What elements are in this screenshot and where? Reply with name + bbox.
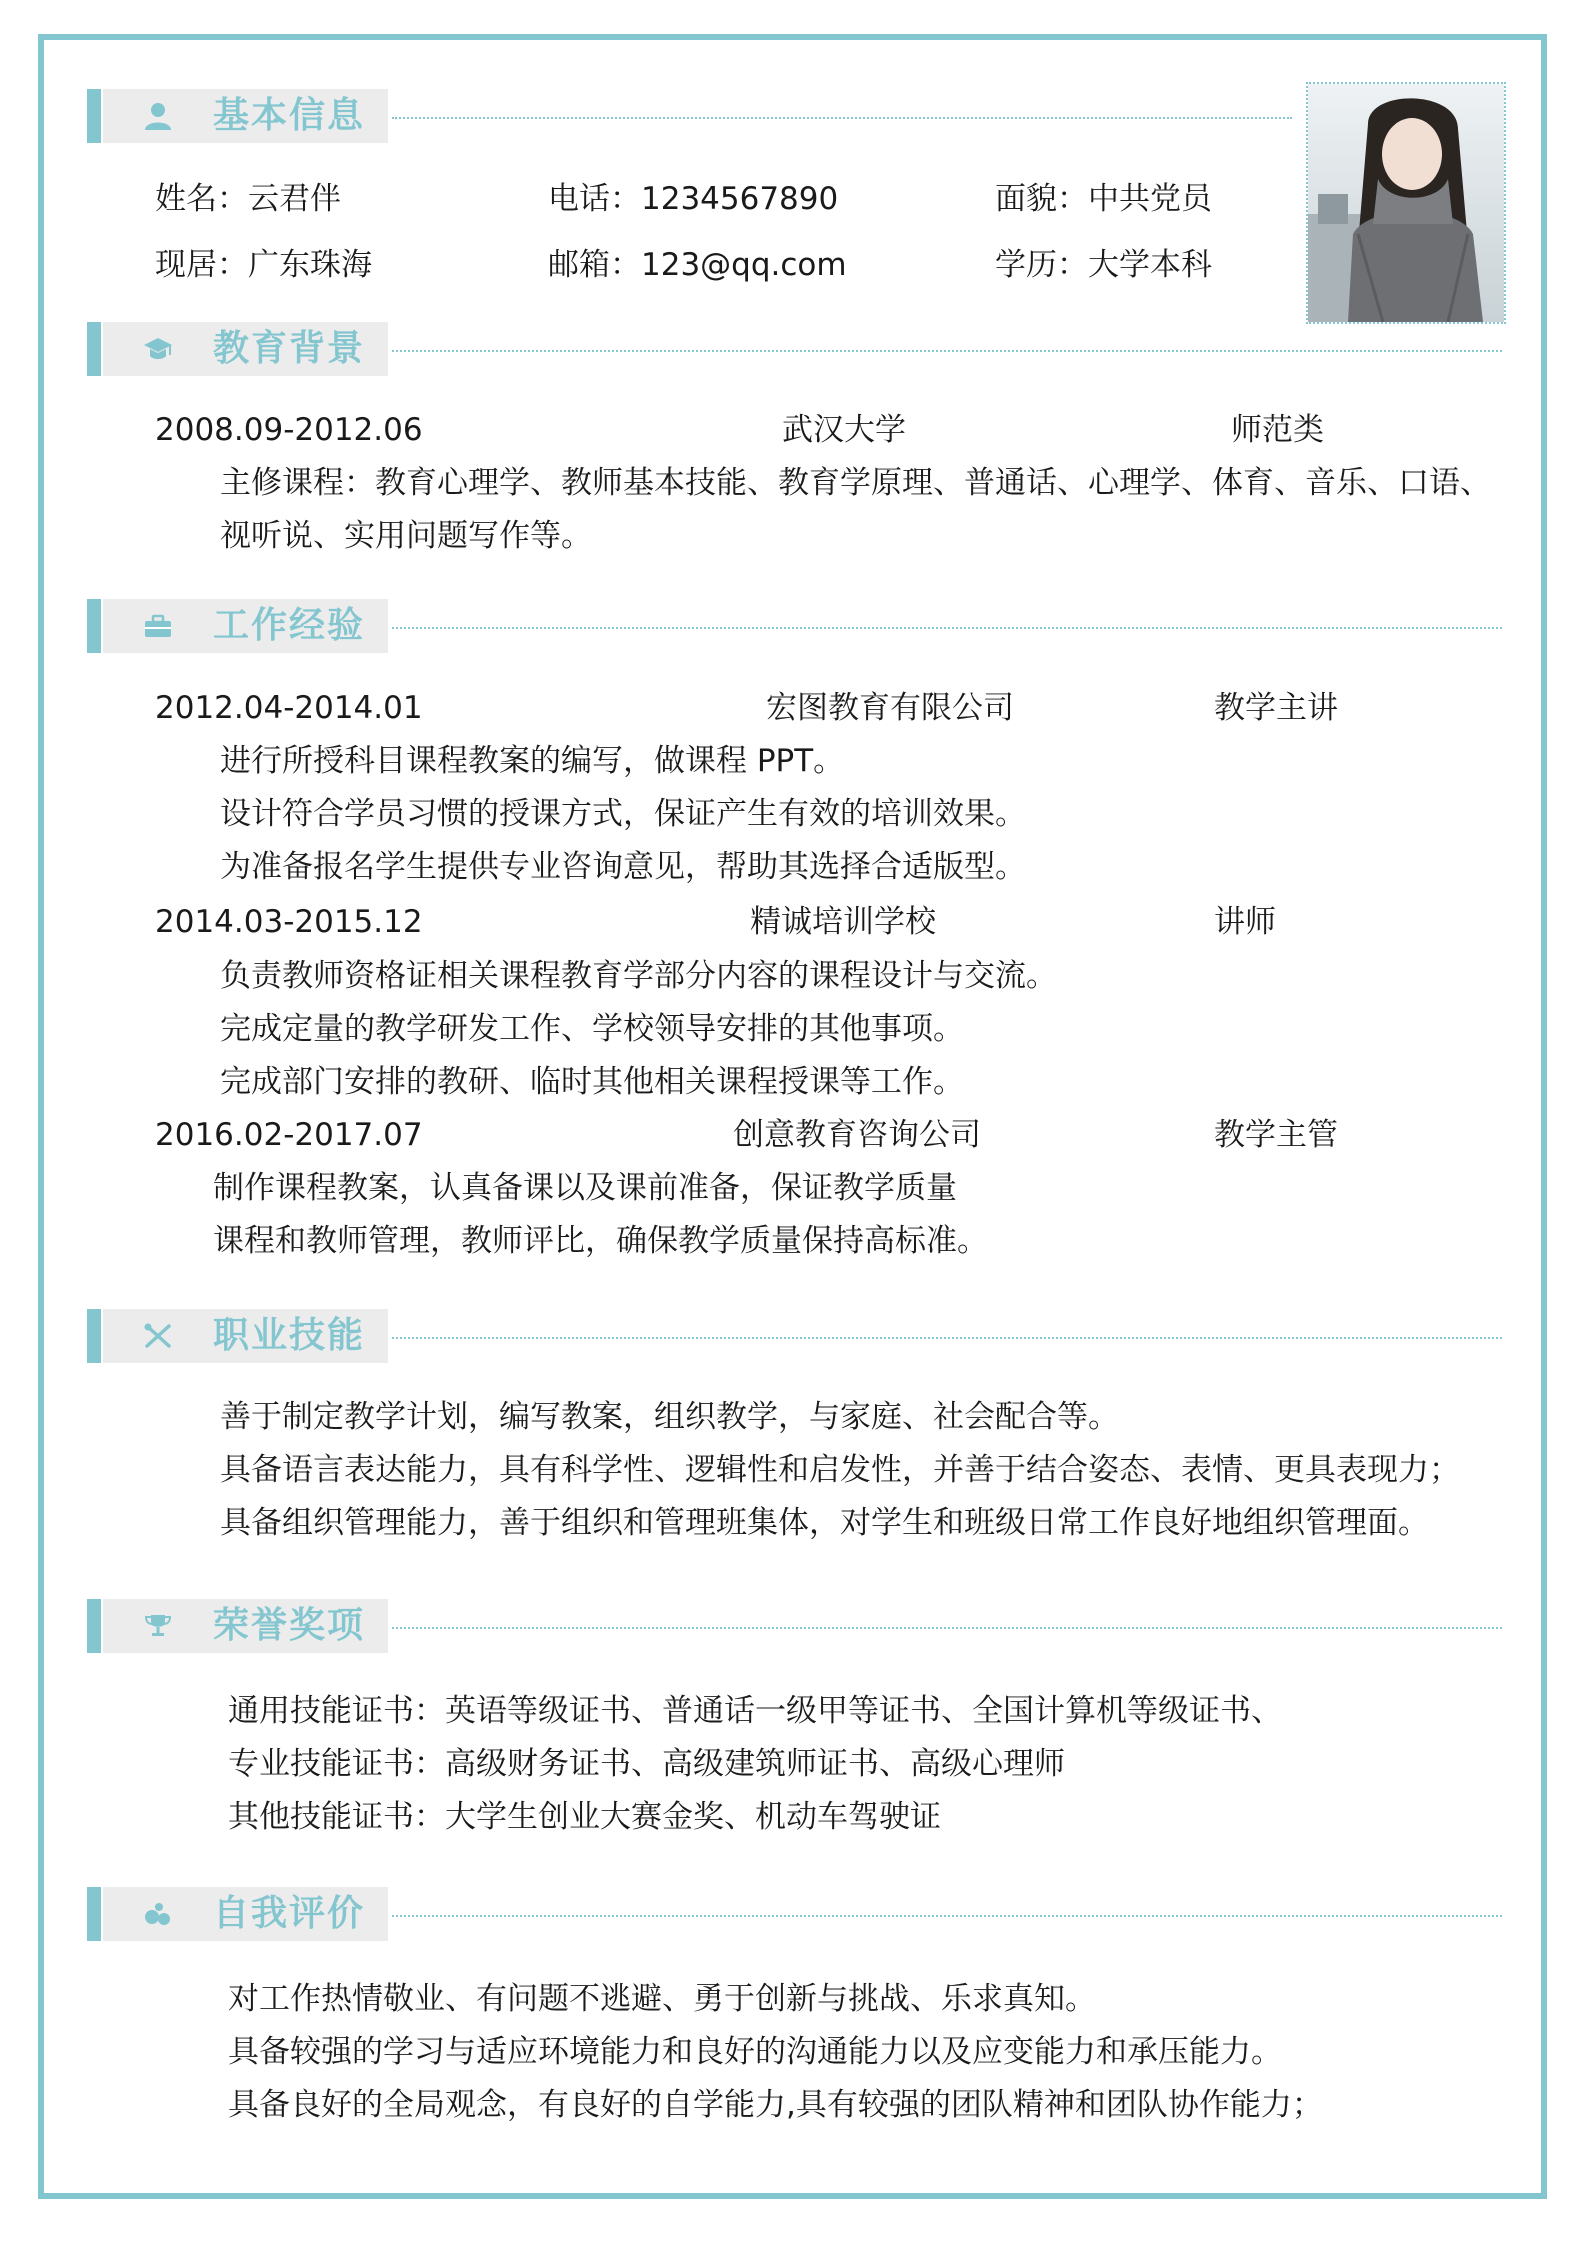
work-1-duty: 设计符合学员习惯的授课方式，保证产生有效的培训效果。 (220, 796, 1026, 832)
edu-period: 2008.09-2012.06 (155, 412, 423, 448)
section-bar (87, 1599, 101, 1653)
edu-school: 武汉大学 (782, 412, 906, 448)
section-bar (87, 89, 101, 143)
edu-courses-cont: 视听说、实用问题写作等。 (220, 518, 592, 554)
briefcase-icon (143, 612, 173, 640)
skill-item: 善于制定教学计划，编写教案，组织教学，与家庭、社会配合等。 (220, 1399, 1119, 1435)
section-divider (392, 1337, 1502, 1339)
trophy-icon (143, 1612, 173, 1640)
work-2-duty: 完成部门安排的教研、临时其他相关课程授课等工作。 (220, 1064, 964, 1100)
section-bar (87, 1309, 101, 1363)
honor-item: 专业技能证书：高级财务证书、高级建筑师证书、高级心理师 (228, 1746, 1065, 1782)
section-honors (87, 1599, 1502, 1653)
section-bar (87, 599, 101, 653)
basic-email: 邮箱：123@qq.com (548, 247, 847, 283)
section-label (103, 89, 388, 143)
section-label (103, 599, 388, 653)
section-title: 职业技能 (213, 1315, 366, 1356)
section-bar (87, 322, 101, 376)
tools-icon (143, 1322, 173, 1350)
work-3-duty: 课程和教师管理，教师评比，确保教学质量保持高标准。 (213, 1223, 988, 1259)
work-2-company: 精诚培训学校 (750, 904, 936, 940)
section-title: 教育背景 (213, 328, 366, 369)
work-1-duty: 进行所授科目课程教案的编写，做课程 PPT。 (220, 743, 845, 779)
work-1-company: 宏图教育有限公司 (766, 690, 1014, 726)
edu-major: 师范类 (1231, 412, 1324, 448)
basic-residence: 现居：广东珠海 (155, 247, 372, 283)
section-education (87, 322, 1502, 376)
photo-illustration (1308, 84, 1504, 322)
section-divider (392, 1915, 1502, 1917)
basic-degree: 学历：大学本科 (995, 247, 1212, 283)
basic-politics: 面貌：中共党员 (995, 181, 1212, 217)
work-3-role: 教学主管 (1214, 1117, 1338, 1153)
self-eval-item: 具备良好的全局观念，有良好的自学能力,具有较强的团队精神和团队协作能力； (228, 2087, 1323, 2123)
honor-item: 通用技能证书：英语等级证书、普通话一级甲等证书、全国计算机等级证书、 (228, 1693, 1282, 1729)
skill-item: 具备组织管理能力，善于组织和管理班集体，对学生和班级日常工作良好地组织管理面。 (220, 1505, 1429, 1541)
section-divider (392, 627, 1502, 629)
section-divider (392, 350, 1502, 352)
honor-item: 其他技能证书：大学生创业大赛金奖、机动车驾驶证 (228, 1799, 941, 1835)
self-eval-item: 具备较强的学习与适应环境能力和良好的沟通能力以及应变能力和承压能力。 (228, 2034, 1282, 2070)
work-2-period: 2014.03-2015.12 (155, 904, 423, 940)
skill-item: 具备语言表达能力，具有科学性、逻辑性和启发性，并善于结合姿态、表情、更具表现力； (220, 1452, 1460, 1488)
work-3-company: 创意教育咨询公司 (733, 1117, 981, 1153)
section-divider (392, 117, 1292, 119)
section-basic-info (87, 89, 1292, 143)
section-label (103, 322, 388, 376)
basic-name: 姓名：云君伴 (155, 181, 341, 217)
work-3-duty: 制作课程教案，认真备课以及课前准备，保证教学质量 (213, 1170, 957, 1206)
section-work (87, 599, 1502, 653)
section-bar (87, 1887, 101, 1941)
work-1-role: 教学主讲 (1214, 690, 1338, 726)
graduation-cap-icon (143, 335, 173, 363)
section-label (103, 1599, 388, 1653)
user-icon (143, 102, 173, 130)
work-1-period: 2012.04-2014.01 (155, 690, 423, 726)
self-eval-item: 对工作热情敬业、有问题不逃避、勇于创新与挑战、乐求真知。 (228, 1981, 1096, 2017)
section-label (103, 1309, 388, 1363)
section-self-eval (87, 1887, 1502, 1941)
edu-courses: 主修课程：教育心理学、教师基本技能、教育学原理、普通话、心理学、体育、音乐、口语、 (220, 465, 1491, 501)
section-title: 自我评价 (213, 1893, 366, 1934)
section-skills (87, 1309, 1502, 1363)
work-1-duty: 为准备报名学生提供专业咨询意见，帮助其选择合适版型。 (220, 849, 1026, 885)
section-divider (392, 1627, 1502, 1629)
work-3-period: 2016.02-2017.07 (155, 1117, 423, 1153)
work-2-duty: 完成定量的教学研发工作、学校领导安排的其他事项。 (220, 1011, 964, 1047)
section-label (103, 1887, 388, 1941)
section-title: 荣誉奖项 (213, 1605, 366, 1646)
work-2-duty: 负责教师资格证相关课程教育学部分内容的课程设计与交流。 (220, 958, 1057, 994)
work-2-role: 讲师 (1214, 904, 1276, 940)
profile-photo (1306, 82, 1506, 324)
section-title: 基本信息 (213, 95, 366, 136)
basic-phone: 电话：1234567890 (548, 181, 839, 217)
section-title: 工作经验 (213, 605, 366, 646)
bubbles-icon (143, 1900, 173, 1928)
